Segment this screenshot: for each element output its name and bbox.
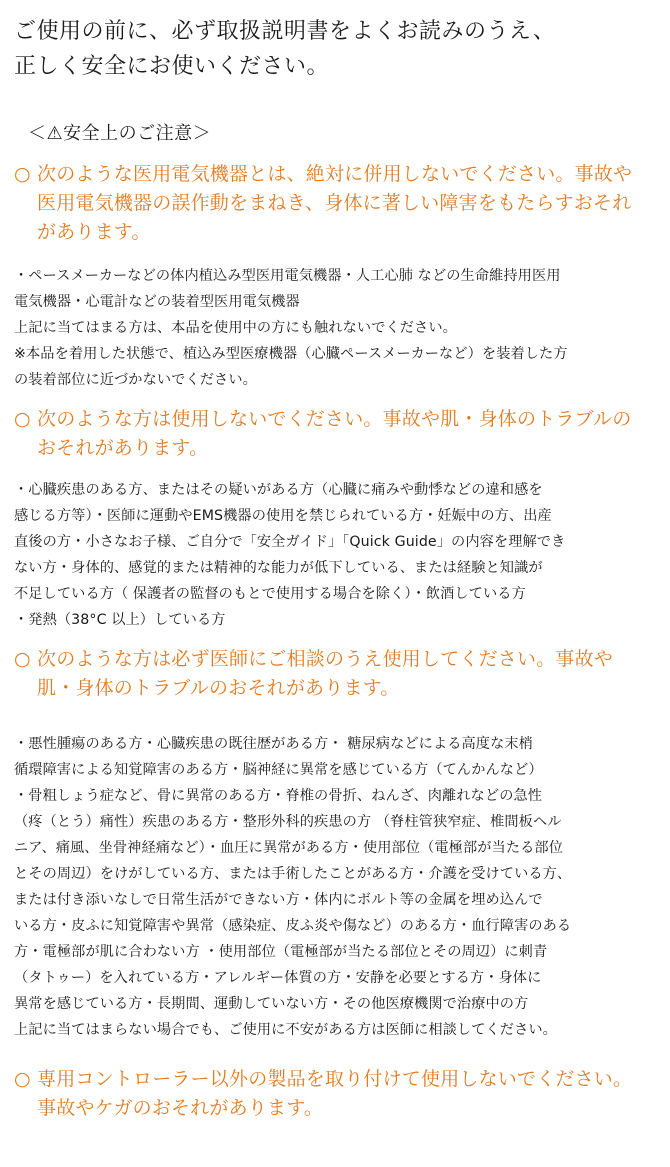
warning-line: 専用コントローラー以外の製品を取り付けて使用しないでください。: [37, 1068, 633, 1090]
body-line: ・骨粗しょう症など、骨に異常のある方・脊椎の骨折、ねんざ、肉離れなどの急性: [14, 788, 543, 804]
warning-line: おそれがあります。: [37, 437, 209, 459]
body-line: 上記に当てはまる方は、本品を使用中の方にも触れないでください。: [14, 320, 457, 336]
intro-line: ご使用の前に、必ず取扱説明書をよくお読みのうえ、: [14, 19, 556, 44]
body-line: （疼（とう）痛性）疾患のある方・整形外科的疾患の方 （脊柱管狭窄症、椎間板ヘル: [14, 814, 562, 830]
warning-medical-devices: [14, 160, 656, 247]
warning-line: があります。: [37, 221, 151, 243]
body-line: 上記に当てはまらない場合でも、ご使用に不安がある方は医師に相談してください。: [14, 1022, 557, 1038]
body-line: ・心臓疾患のある方、またはその疑いがある方（心臓に痛みや動悸などの違和感を: [14, 482, 543, 498]
body-line: ニア、痛風、坐骨神経痛など）・血圧に異常がある方・使用部位（電極部が当たる部位: [14, 840, 563, 856]
body-line: 循環障害による知覚障害のある方・脳神経に異常を感じている方（てんかんなど）: [14, 762, 543, 778]
body-line: ・悪性腫瘍のある方・心臓疾患の既往歴がある方・ 糖尿病などによる高度な末梢: [14, 736, 533, 752]
body-line: ・ペースメーカーなどの体内植込み型医用電気機器・人工心肺 などの生命維持用医用: [14, 268, 561, 284]
warning-line: 肌・身体のトラブルのおそれがあります。: [37, 677, 400, 699]
body-line: 感じる方等）・医師に運動やEMS機器の使用を禁じられている方・妊娠中の方、出産: [14, 508, 552, 524]
body-line: 直後の方・小さなお子様、ご自分で「安全ガイド」「Quick Guide」の内容を理解でき: [14, 534, 566, 550]
warning-line: 医用電気機器の誤作動をまねき、身体に著しい障害をもたらすおそれ: [37, 192, 632, 214]
warning-do-not-use: [14, 405, 656, 463]
circle-bullet-icon: ○: [14, 163, 31, 185]
warning-line: 事故やケガのおそれがあります。: [37, 1097, 324, 1119]
body-line: ・発熱（38°C 以上）している方: [14, 612, 226, 628]
body-line: ※本品を着用した状態で、植込み型医療機器（心臓ペースメーカーなど）を装着した方: [14, 346, 568, 362]
warning-line: 次のような方は必ず医師にご相談のうえ使用してください。事故や: [37, 648, 614, 670]
body-do-not-use: [14, 477, 656, 633]
section-heading: ＜⚠安全上のご注意＞: [28, 123, 212, 144]
body-line: の装着部位に近づかないでください。: [14, 372, 257, 388]
warning-controller-only: [14, 1065, 656, 1123]
body-line: 不足している方（ 保護者の監督のもとで使用する場合を除く）・飲酒している方: [14, 586, 526, 602]
circle-bullet-icon: ○: [14, 1068, 31, 1090]
body-medical-devices: [14, 263, 656, 393]
circle-bullet-icon: ○: [14, 648, 31, 670]
body-line: （タトゥー）を入れている方・アレルギー体質の方・安静を必要とする方・身体に: [14, 970, 542, 986]
body-line: とその周辺）をけがしている方、または手術したことがある方・介護を受けている方、: [14, 866, 572, 882]
warning-line: 次のような方は使用しないでください。事故や肌・身体のトラブルの: [37, 408, 632, 430]
body-line: 方・電極部が肌に合わない方 ・使用部位（電極部が当たる部位とその周辺）に刺青: [14, 944, 548, 960]
body-line: 電気機器・心電計などの装着型医用電気機器: [14, 294, 300, 310]
body-line: いる方・皮ふに知覚障害や異常（感染症、皮ふ炎や傷など）のある方・血行障害のある: [14, 918, 572, 934]
body-line: ない方・身体的、感覚的または精神的な能力が低下している、または経験と知識が: [14, 560, 543, 576]
intro-text: [14, 14, 656, 84]
body-line: または付き添いなしで日常生活ができない方・体内にボルト等の金属を埋め込んで: [14, 892, 543, 908]
circle-bullet-icon: ○: [14, 408, 31, 430]
body-line: 異常を感じている方・長期間、運動していない方・その他医療機関で治療中の方: [14, 996, 529, 1012]
warning-line: 次のような医用電気機器とは、絶対に併用しないでください。事故や: [37, 163, 633, 185]
warning-consult-doctor: [14, 645, 656, 703]
body-consult-doctor: [14, 731, 656, 1043]
intro-line: 正しく安全にお使いください。: [14, 54, 330, 79]
